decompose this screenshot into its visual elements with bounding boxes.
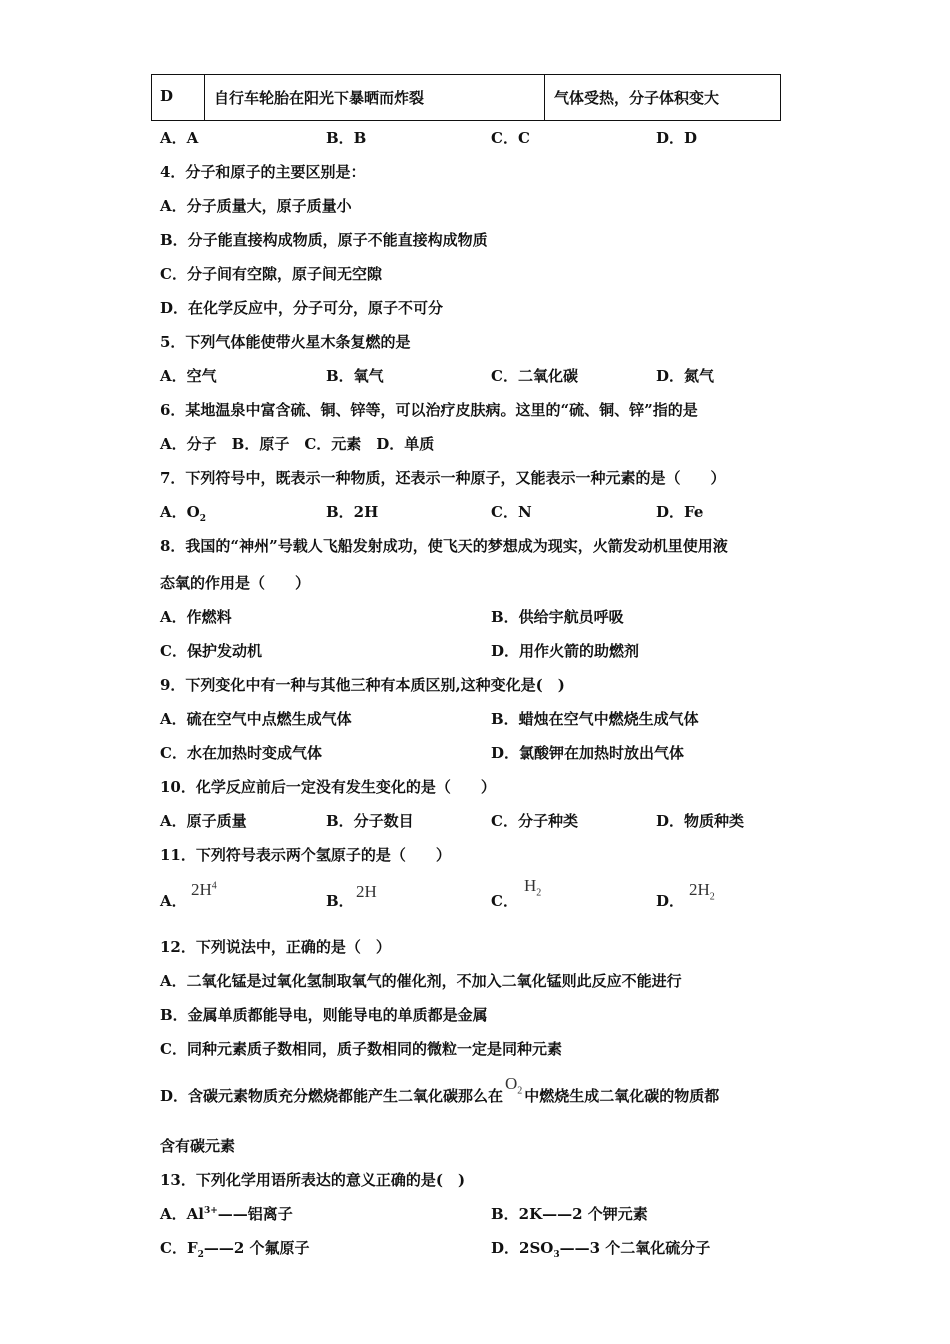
q4-option-b[interactable]: B．分子能直接构成物质，原子不能直接构成物质 (160, 231, 488, 249)
q11-formula-a: $2H^4$ (191, 880, 217, 899)
q3-option-d[interactable]: D．D (656, 129, 698, 147)
table-row-label: D (160, 87, 174, 105)
q11-stem: 11．下列符号表示两个氢原子的是（ ） (160, 846, 451, 864)
q8-stem-line2: 态氧的作用是（ ） (160, 574, 311, 592)
q9-option-d[interactable]: D．氯酸钾在加热时放出气体 (491, 744, 685, 762)
q5-option-d[interactable]: D．氮气 (656, 367, 715, 385)
q4-stem: 4．分子和原子的主要区别是： (160, 163, 366, 181)
q7-option-a[interactable]: A．$O_2$ (160, 503, 206, 524)
q12-formula-o2: $O_2$ (505, 1074, 523, 1097)
table-explanation: 气体受热，分子体积变大 (554, 89, 720, 107)
q10-stem: 10．化学反应前后一定没有发生变化的是（ ） (160, 778, 496, 796)
q4-option-c[interactable]: C．分子间有空隙，原子间无空隙 (160, 265, 382, 283)
table-phenomenon: 自行车轮胎在阳光下暴晒而炸裂 (214, 89, 425, 107)
q8-stem-line1: 8．我国的“神州”号载人飞船发射成功，使飞天的梦想成为现实，火箭发动机里使用液 (160, 537, 728, 555)
q10-option-d[interactable]: D．物质种类 (656, 812, 745, 830)
q13-option-c[interactable]: C．$F_2——2$ 个氟原子 (160, 1239, 310, 1260)
q3-option-a[interactable]: A．A (160, 129, 199, 147)
q10-option-c[interactable]: C．分子种类 (491, 812, 578, 830)
q10-option-a[interactable]: A．原子质量 (160, 812, 247, 830)
q3-option-c[interactable]: C．C (491, 129, 530, 147)
q12-option-a[interactable]: A．二氧化锰是过氧化氢制取氧气的催化剂，不加入二氧化锰则此反应不能进行 (160, 972, 682, 990)
q9-option-b[interactable]: B．蜡烛在空气中燃烧生成气体 (491, 710, 699, 728)
q8-option-c[interactable]: C．保护发动机 (160, 642, 262, 660)
q3-option-b[interactable]: B．B (326, 129, 367, 147)
q11-formula-d: $2H_2$ (689, 880, 715, 903)
q11-option-a[interactable]: A． (160, 892, 187, 910)
q11-option-d[interactable]: D． (656, 892, 685, 910)
answer-table (151, 74, 781, 121)
q4-option-a[interactable]: A．分子质量大，原子质量小 (160, 197, 352, 215)
q7-option-d[interactable]: D．Fe (656, 503, 704, 521)
q7-stem: 7．下列符号中，既表示一种物质，还表示一种原子，又能表示一种元素的是（ ） (160, 469, 726, 487)
q12-stem: 12．下列说法中，正确的是（ ） (160, 938, 391, 956)
q11-formula-c: $H_2$ (524, 876, 542, 899)
q9-stem: 9．下列变化中有一种与其他三种有本质区别,这种变化是( ) (160, 676, 565, 694)
q10-option-b[interactable]: B．分子数目 (326, 812, 414, 830)
q13-option-a[interactable]: A．$Al^{3+}——$铝离子 (160, 1205, 293, 1223)
q11-option-b[interactable]: B． (326, 892, 354, 910)
q11-option-c[interactable]: C． (491, 892, 518, 910)
q13-option-d[interactable]: D．$2SO_3——3$ 个二氧化硫分子 (491, 1239, 711, 1260)
q12-option-d[interactable]: D．含碳元素物质充分燃烧都能产生二氧化碳那么在$O_2$ 中燃烧生成二氧化碳的物质都 (160, 1074, 720, 1105)
q12-option-c[interactable]: C．同种元素质子数相同，质子数相同的微粒一定是同种元素 (160, 1040, 562, 1058)
q5-option-a[interactable]: A．空气 (160, 367, 217, 385)
q7-option-b[interactable]: B．2H (326, 503, 379, 521)
q6-options[interactable]: A．分子 B．原子 C．元素 D．单质 (160, 435, 435, 453)
q6-stem: 6．某地温泉中富含硫、铜、锌等，可以治疗皮肤病。这里的“硫、铜、锌”指的是 (160, 401, 698, 419)
q5-stem: 5．下列气体能使带火星木条复燃的是 (160, 333, 411, 351)
q13-stem: 13．下列化学用语所表达的意义正确的是( ) (160, 1171, 466, 1189)
q12-option-b[interactable]: B．金属单质都能导电，则能导电的单质都是金属 (160, 1006, 488, 1024)
q11-formula-b: 2H (356, 882, 377, 901)
q8-option-d[interactable]: D．用作火箭的助燃剂 (491, 642, 640, 660)
q13-option-b[interactable]: B．2K——2 个钾元素 (491, 1205, 648, 1223)
q8-option-a[interactable]: A．作燃料 (160, 608, 232, 626)
q7-option-c[interactable]: C．N (491, 503, 532, 521)
q9-option-c[interactable]: C．水在加热时变成气体 (160, 744, 322, 762)
q12-option-d-cont: 含有碳元素 (160, 1137, 236, 1155)
q4-option-d[interactable]: D．在化学反应中，分子可分，原子不可分 (160, 299, 444, 317)
q5-option-b[interactable]: B．氧气 (326, 367, 384, 385)
q9-option-a[interactable]: A．硫在空气中点燃生成气体 (160, 710, 352, 728)
q8-option-b[interactable]: B．供给宇航员呼吸 (491, 608, 624, 626)
q5-option-c[interactable]: C．二氧化碳 (491, 367, 578, 385)
